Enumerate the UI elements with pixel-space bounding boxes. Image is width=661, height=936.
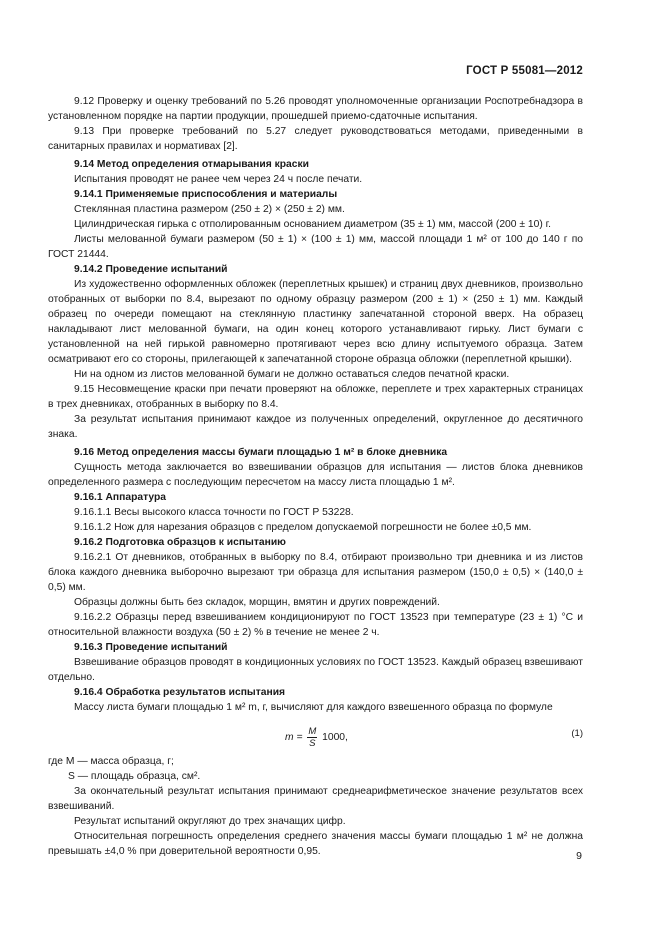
paragraph-9-16-2-1: 9.16.2.1 От дневников, отобранных в выборку по 8.4, отбирают произвольно три дневника и из листов блока каждого дневника выборочно вырезают три образца для испытания размером (150,0 ± 0,5) × (140,0 ± 0,5) мм.: [48, 552, 583, 593]
paragraph-9-14-2-b: Ни на одном из листов мелованной бумаги не должно оставаться следов печатной краски.: [74, 369, 510, 380]
paragraph-9-13: 9.13 При проверке требований по 5.27 следует руководствоваться методами, приведенными в санитарных правилах и нормативах [2].: [48, 126, 583, 152]
paragraph-9-14-1-b: Цилиндрическая гирька с отполированным основанием диаметром (35 ± 1) мм, массой (200 ± 10) г.: [74, 219, 551, 230]
page-header-title: ГОСТ Р 55081—2012: [466, 65, 583, 77]
heading-9-16-1: 9.16.1 Аппаратура: [74, 492, 167, 503]
where-line-1: где M — масса образца, г;: [48, 756, 174, 767]
paragraph-9-16-1-2: 9.16.1.2 Нож для нарезания образцов с пределом допускаемой погрешности не более ±0,5 мм.: [74, 522, 532, 533]
formula-fraction: [307, 726, 317, 749]
formula-denominator: S: [309, 738, 316, 749]
formula-1: [48, 718, 583, 752]
paragraph-9-16-1-1: 9.16.1.1 Весы высокого класса точности по ГОСТ Р 53228.: [74, 507, 354, 518]
formula-numerator: M: [308, 726, 317, 737]
paragraph-9-14-a: Испытания проводят не ранее чем через 24 ч после печати.: [74, 174, 363, 185]
paragraph-final-3: Относительная погрешность определения среднего значения массы бумаги площадью 1 м² не должна превышать ±4,0 % при доверительной вероятности 0,95.: [48, 831, 583, 857]
paragraph-9-16-2-2: 9.16.2.2 Образцы перед взвешиванием кондиционируют по ГОСТ 13523 при температуре (23 ± 1) °С и относительной влажности воздуха (50 ± 2) % в течение не менее 2 ч.: [48, 612, 583, 638]
heading-9-14: 9.14 Метод определения отмарывания краски: [74, 159, 309, 170]
heading-9-16: 9.16 Метод определения массы бумаги площадью 1 м² в блоке дневника: [74, 447, 448, 458]
paragraph-9-15: 9.15 Несовмещение краски при печати проверяют на обложке, переплете и трех характерных страницах в трех дневниках, отобранных в выборку по 8.4.: [48, 384, 583, 410]
paragraph-9-15-b: За результат испытания принимают каждое из полученных определений, округленное до десятичного знака.: [48, 414, 583, 440]
heading-9-14-2: 9.14.2 Проведение испытаний: [74, 264, 228, 275]
formula-rhs: 1000,: [322, 732, 348, 744]
page-number: 9: [576, 850, 582, 862]
heading-9-16-2: 9.16.2 Подготовка образцов к испытанию: [74, 537, 286, 548]
paragraph-9-16-4-a: Массу листа бумаги площадью 1 м² m, г, вычисляют для каждого взвешенного образца по формуле: [74, 702, 553, 713]
paragraph-9-14-1-a: Стеклянная пластина размером (250 ± 2) × (250 ± 2) мм.: [74, 204, 345, 215]
paragraph-9-12: 9.12 Проверку и оценку требований по 5.26 проводят уполномоченные организации Роспотребнадзора в установленном порядке на партии продукции, прошедшей приемо-сдаточные испытания.: [48, 96, 583, 122]
formula-number: (1): [571, 728, 583, 739]
paragraph-9-16-3: Взвешивание образцов проводят в кондиционных условиях по ГОСТ 13523. Каждый образец взвешивают отдельно.: [48, 657, 583, 683]
paragraph-9-16-2-1-b: Образцы должны быть без складок, морщин, вмятин и других повреждений.: [74, 597, 440, 608]
paragraph-9-16-a: Сущность метода заключается во взвешивании образцов для испытания — листов блока дневников определенного размера с последующим пересчетом на массу листа площадью 1 м².: [48, 462, 583, 488]
where-line-2: S — площадь образца, см².: [68, 771, 201, 782]
paragraph-final-2: Результат испытаний округляют до трех значащих цифр.: [74, 816, 346, 827]
formula-lhs: m =: [285, 732, 303, 744]
heading-9-14-1: 9.14.1 Применяемые приспособления и материалы: [74, 189, 338, 200]
document-body: [48, 94, 583, 859]
formula-expression: [285, 726, 348, 749]
heading-9-16-4: 9.16.4 Обработка результатов испытания: [74, 687, 286, 698]
paragraph-final-1: За окончательный результат испытания принимают среднеарифметическое значение результатов всех взвешиваний.: [48, 786, 583, 812]
heading-9-16-3: 9.16.3 Проведение испытаний: [74, 642, 228, 653]
paragraph-9-14-2-a: Из художественно оформленных обложек (переплетных крышек) и страниц двух дневников, произвольно отобранных от выборки по 8.4, вырезают по одному образцу размером (200 ± 1) × (250 ± 1) мм. Каждый образец по очереди помещают на стеклянную пластинку запечатанной стороной вверх. На образец накладывают лист мелованной бумаги, на один конец которого устанавливают гирьку. Лист бумаги с установленной на ней гирькой равномерно протягивают через всю длину испытуемого образца. Затем осматривают его со стороны, прилегающей к запечатанной стороне образца обложки (переплетной крышки).: [48, 279, 583, 365]
paragraph-9-14-1-c: Листы мелованной бумаги размером (50 ± 1) × (100 ± 1) мм, массой площади 1 м² от 100 до 140 г по ГОСТ 21444.: [48, 234, 583, 260]
